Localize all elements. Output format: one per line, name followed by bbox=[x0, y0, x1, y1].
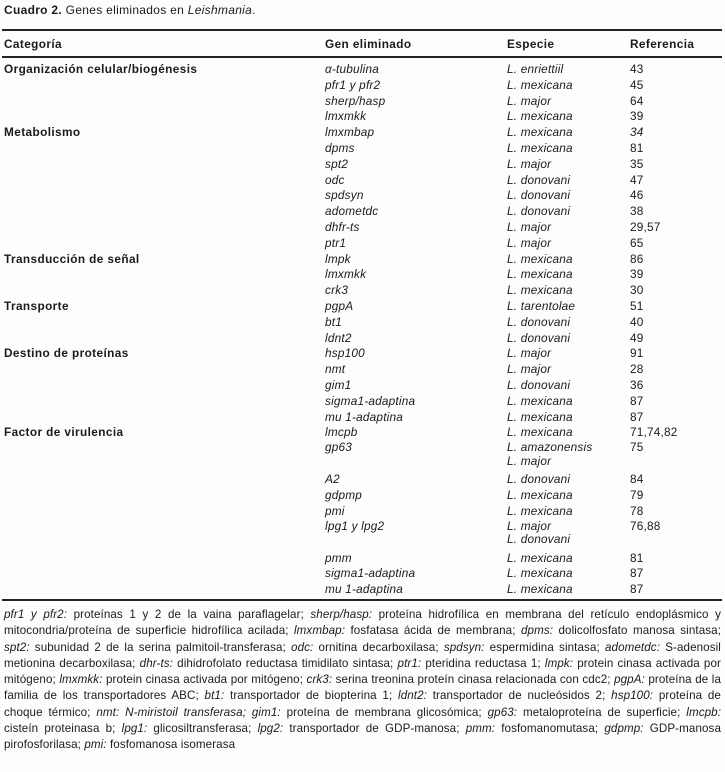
species-line: L. donovani bbox=[507, 472, 571, 487]
species-cell bbox=[507, 394, 630, 410]
table-bottom-rule bbox=[2, 599, 722, 601]
footnote-abbreviation: N-miristoil transferasa; bbox=[119, 705, 252, 719]
species-line: L. major bbox=[507, 93, 552, 108]
footnote-abbreviation: odc: bbox=[291, 640, 314, 654]
gene-cell: lmxmkk bbox=[325, 267, 367, 282]
footnote-abbreviation: pmm: bbox=[465, 722, 496, 736]
reference-cell: 38 bbox=[630, 204, 644, 219]
gene-cell: sherp/hasp bbox=[325, 93, 386, 108]
gene-cell: lmxmbap bbox=[325, 125, 375, 140]
column-header-categoria: Categoría bbox=[4, 37, 63, 51]
species-line: L. mexicana bbox=[507, 550, 573, 565]
reference-cell: 87 bbox=[630, 582, 644, 597]
species-line: L. mexicana bbox=[507, 393, 573, 408]
reference-cell: 29,57 bbox=[630, 219, 661, 234]
species-cell bbox=[507, 267, 630, 283]
footnote-abbreviation: spt2: bbox=[4, 640, 30, 654]
category-cell bbox=[4, 267, 325, 283]
reference-cell: 43 bbox=[630, 62, 644, 76]
species-cell bbox=[507, 346, 630, 362]
species-cell bbox=[507, 362, 630, 378]
footnote-definition: protein cinasa activada por mitógeno; bbox=[4, 656, 721, 687]
species-line: L. enriettiil bbox=[507, 62, 564, 76]
table-row bbox=[4, 504, 720, 520]
reference-cell: 30 bbox=[630, 283, 644, 298]
table-row bbox=[4, 331, 720, 347]
reference-cell: 75 bbox=[630, 440, 644, 455]
reference-cell: 87 bbox=[630, 409, 644, 424]
species-cell bbox=[507, 78, 630, 94]
species-cell bbox=[507, 582, 630, 598]
reference-cell: 45 bbox=[630, 77, 644, 92]
reference-cell: 35 bbox=[630, 156, 644, 171]
gene-cell: lpg1 y lpg2 bbox=[325, 518, 385, 533]
footnote-definition: metaloproteína de superficie; bbox=[517, 705, 687, 719]
species-cell bbox=[507, 472, 630, 488]
table-top-rule bbox=[2, 29, 722, 31]
species-cell bbox=[507, 315, 630, 331]
gene-cell: mu 1-adaptina bbox=[325, 582, 404, 597]
species-line: L. donovani bbox=[507, 377, 571, 392]
species-cell bbox=[507, 441, 630, 468]
footnote-abbreviation: ldnt2: bbox=[398, 689, 427, 703]
category-cell bbox=[4, 566, 325, 582]
table-row bbox=[4, 252, 720, 268]
reference-cell: 79 bbox=[630, 487, 644, 502]
reference-cell: 64 bbox=[630, 93, 644, 108]
category-cell bbox=[4, 488, 325, 504]
gene-cell: dhfr-ts bbox=[325, 219, 360, 234]
category-cell bbox=[4, 331, 325, 347]
footnote-abbreviation: gp63: bbox=[487, 705, 518, 719]
footnote-definition: espermidina sintasa; bbox=[484, 640, 605, 654]
footnote-abbreviation: hsp100: bbox=[611, 689, 654, 703]
footnote-abbreviation: ptr1: bbox=[397, 656, 422, 670]
species-cell bbox=[507, 62, 630, 78]
species-line: L. mexicana bbox=[507, 425, 573, 440]
species-cell bbox=[507, 236, 630, 252]
species-line: L. mexicana bbox=[507, 283, 573, 298]
footnote-text bbox=[4, 607, 721, 754]
table-row bbox=[4, 441, 720, 468]
category-cell bbox=[4, 173, 325, 189]
caption-number: Cuadro 2. bbox=[4, 3, 63, 17]
species-cell bbox=[507, 141, 630, 157]
gene-cell: sigma1-adaptina bbox=[325, 566, 416, 581]
reference-cell: 39 bbox=[630, 267, 644, 282]
category-cell bbox=[4, 204, 325, 220]
gene-cell: pmm bbox=[325, 550, 352, 565]
species-line: L. major bbox=[507, 346, 552, 361]
table-row bbox=[4, 425, 720, 441]
category-cell: Factor de virulencia bbox=[4, 425, 124, 440]
table-row bbox=[4, 315, 720, 331]
footnote-definition: transportador de nucleósidos 2; bbox=[426, 689, 612, 703]
gene-cell: adometdc bbox=[325, 204, 379, 219]
species-line: L. mexicana bbox=[507, 140, 573, 155]
footnote-abbreviation: gdpmp: bbox=[604, 722, 644, 736]
footnote-abbreviation: pgpA: bbox=[614, 673, 645, 687]
reference-cell: 49 bbox=[630, 330, 644, 345]
table-row bbox=[4, 362, 720, 378]
category-cell bbox=[4, 94, 325, 110]
reference-cell: 65 bbox=[630, 235, 644, 250]
category-cell bbox=[4, 78, 325, 94]
table-row bbox=[4, 94, 720, 110]
category-cell bbox=[4, 236, 325, 252]
footnote-definition: dolicolfosfato manosa sintasa; bbox=[553, 624, 722, 638]
table-row bbox=[4, 488, 720, 504]
species-cell bbox=[507, 94, 630, 110]
footnote-definition: transportador de biopterina 1; bbox=[224, 689, 399, 703]
footnote-definition: proteína hidrofílica en membrana del retículo endoplásmico y mitocondria/proteína de superficie hidrofílica acilada; bbox=[4, 608, 721, 638]
footnote-definition: fosfatasa ácida de membrana; bbox=[345, 624, 521, 638]
species-cell bbox=[507, 220, 630, 236]
table-row bbox=[4, 283, 720, 299]
species-cell bbox=[507, 551, 630, 567]
species-cell bbox=[507, 299, 630, 315]
column-header-especie: Especie bbox=[507, 37, 555, 51]
category-cell: Organización celular/biogénesis bbox=[4, 62, 198, 76]
reference-cell: 76,88 bbox=[630, 518, 661, 533]
column-header-gen-eliminado: Gen eliminado bbox=[325, 37, 412, 51]
species-cell bbox=[507, 504, 630, 520]
category-cell bbox=[4, 582, 325, 598]
category-cell bbox=[4, 410, 325, 426]
reference-cell: 47 bbox=[630, 172, 644, 187]
table-row bbox=[4, 394, 720, 410]
species-line: L. donovani bbox=[507, 172, 571, 187]
table-header-row bbox=[4, 37, 720, 51]
reference-cell: 39 bbox=[630, 109, 644, 124]
footnote-definition: dihidrofolato reductasa timidilato sintasa; bbox=[173, 656, 398, 670]
gene-cell: sigma1-adaptina bbox=[325, 393, 416, 408]
species-cell bbox=[507, 125, 630, 141]
footnote-definition: proteína de la familia de los transportadores ABC; bbox=[4, 673, 722, 703]
table-rows bbox=[4, 62, 720, 598]
category-cell bbox=[4, 520, 325, 547]
species-cell bbox=[507, 378, 630, 394]
gene-cell: lmpk bbox=[325, 251, 351, 266]
footnote-definition: fosfomanosa isomerasa bbox=[106, 738, 236, 752]
gene-cell: lmcpb bbox=[325, 425, 358, 440]
table-row bbox=[4, 267, 720, 283]
species-cell bbox=[507, 410, 630, 426]
species-line: L. mexicana bbox=[507, 267, 573, 282]
species-line: L. amazonensis bbox=[507, 440, 593, 455]
category-cell: Destino de proteínas bbox=[4, 346, 129, 361]
species-line: L. major bbox=[507, 362, 552, 377]
footnote-definition: serina treonina proteín cinasa relacionada con cdc2; bbox=[332, 673, 615, 687]
category-cell bbox=[4, 220, 325, 236]
gene-cell: ldnt2 bbox=[325, 330, 352, 345]
caption-period: . bbox=[252, 3, 256, 17]
table-row bbox=[4, 220, 720, 236]
species-line: L. donovani bbox=[507, 188, 571, 203]
species-cell bbox=[507, 488, 630, 504]
table-row bbox=[4, 346, 720, 362]
species-cell bbox=[507, 566, 630, 582]
species-line: L. mexicana bbox=[507, 77, 573, 92]
species-line: L. mexicana bbox=[507, 503, 573, 518]
footnote-abbreviation: gim1: bbox=[251, 705, 281, 719]
gene-cell: gdpmp bbox=[325, 487, 363, 502]
species-cell bbox=[507, 283, 630, 299]
footnote-definition: proteína de choque térmico; bbox=[4, 689, 721, 719]
reference-cell: 84 bbox=[630, 472, 644, 487]
category-cell bbox=[4, 141, 325, 157]
footnote-abbreviation: pmi: bbox=[84, 738, 107, 752]
category-cell: Transporte bbox=[4, 298, 69, 313]
footnote-definition: fosfomanomutasa; bbox=[495, 722, 605, 736]
category-cell bbox=[4, 188, 325, 204]
table-row bbox=[4, 236, 720, 252]
footnote-definition: pteridina reductasa 1; bbox=[421, 656, 545, 670]
gene-cell: odc bbox=[325, 172, 345, 187]
category-cell: Transducción de señal bbox=[4, 251, 140, 266]
table-row bbox=[4, 62, 720, 78]
category-cell bbox=[4, 362, 325, 378]
species-line: L. mexicana bbox=[507, 566, 573, 581]
footnote-abbreviation: adometdc: bbox=[604, 640, 661, 654]
reference-cell: 86 bbox=[630, 251, 644, 266]
reference-cell: 87 bbox=[630, 393, 644, 408]
species-line: L. major bbox=[507, 235, 552, 250]
table-row bbox=[4, 566, 720, 582]
species-cell bbox=[507, 157, 630, 173]
species-line: L. donovani bbox=[507, 314, 571, 329]
gene-cell: mu 1-adaptina bbox=[325, 409, 404, 424]
species-line: L. major bbox=[507, 453, 552, 468]
footnote-abbreviation: lmcpb: bbox=[686, 705, 722, 719]
species-line: L. mexicana bbox=[507, 582, 573, 597]
reference-cell: 81 bbox=[630, 140, 644, 155]
footnote-abbreviation: spdsyn: bbox=[443, 640, 485, 654]
footnote-definition: proteínas 1 y 2 de la vaina paraflagelar; bbox=[67, 608, 311, 621]
species-cell bbox=[507, 109, 630, 125]
caption-text: Genes eliminados en bbox=[62, 3, 188, 17]
footnote-abbreviation: nmt: bbox=[96, 705, 120, 719]
gene-cell: pfr1 y pfr2 bbox=[325, 77, 381, 92]
reference-cell: 34 bbox=[630, 125, 644, 140]
gene-cell: dpms bbox=[325, 140, 355, 155]
species-cell bbox=[507, 188, 630, 204]
table-header-rule bbox=[2, 56, 722, 58]
category-cell bbox=[4, 551, 325, 567]
category-cell bbox=[4, 441, 325, 468]
species-cell bbox=[507, 252, 630, 268]
table-row bbox=[4, 204, 720, 220]
species-line: L. mexicana bbox=[507, 409, 573, 424]
reference-cell: 40 bbox=[630, 314, 644, 329]
footnote-abbreviation: crk3: bbox=[306, 673, 333, 687]
table-row bbox=[4, 582, 720, 598]
footnote-definition: ornitina decarboxilasa; bbox=[313, 640, 444, 654]
reference-cell: 71,74,82 bbox=[630, 425, 678, 440]
gene-cell: pmi bbox=[325, 503, 345, 518]
table-row bbox=[4, 188, 720, 204]
table-row bbox=[4, 125, 720, 141]
reference-cell: 36 bbox=[630, 377, 644, 392]
category-cell bbox=[4, 394, 325, 410]
footnote-definition: subunidad 2 de la serina palmitoil-transferasa; bbox=[29, 640, 292, 654]
species-line: L. tarentolae bbox=[507, 298, 576, 313]
category-cell bbox=[4, 315, 325, 331]
footnote-abbreviation: lpg2: bbox=[257, 722, 284, 736]
species-cell bbox=[507, 173, 630, 189]
species-line: L. donovani bbox=[507, 204, 571, 219]
gene-cell: gim1 bbox=[325, 377, 352, 392]
footnote-abbreviation: bt1: bbox=[204, 689, 225, 703]
footnote-definition: transportador de GDP-manosa; bbox=[283, 722, 466, 736]
species-cell bbox=[507, 520, 630, 547]
species-line: L. mexicana bbox=[507, 109, 573, 124]
reference-cell: 46 bbox=[630, 188, 644, 203]
category-cell bbox=[4, 472, 325, 488]
column-header-referencia: Referencia bbox=[630, 37, 695, 51]
footnote-abbreviation: dpms: bbox=[520, 624, 554, 638]
caption-species: Leishmania bbox=[187, 3, 253, 17]
gene-cell: ptr1 bbox=[325, 235, 347, 250]
gene-cell: A2 bbox=[325, 472, 340, 487]
species-cell bbox=[507, 331, 630, 347]
footnote-abbreviation: lpg1: bbox=[121, 722, 148, 736]
gene-cell: crk3 bbox=[325, 283, 349, 298]
species-line: L. major bbox=[507, 219, 552, 234]
gene-cell: α-tubulina bbox=[325, 62, 379, 76]
footnote-definition: S-adenosil metionina decarboxilasa; bbox=[4, 640, 721, 670]
table-row bbox=[4, 141, 720, 157]
footnote-abbreviation: sherp/hasp: bbox=[310, 608, 373, 621]
table-row bbox=[4, 520, 720, 547]
gene-cell: gp63 bbox=[325, 440, 353, 455]
reference-cell: 91 bbox=[630, 346, 644, 361]
species-line: L. major bbox=[507, 156, 552, 171]
table-row bbox=[4, 410, 720, 426]
table-caption bbox=[4, 3, 256, 17]
footnote-definition: cisteín proteinasa b; bbox=[4, 722, 122, 736]
reference-cell: 51 bbox=[630, 298, 644, 313]
table-row bbox=[4, 173, 720, 189]
footnote-abbreviation: pfr1 y pfr2: bbox=[4, 608, 68, 621]
category-cell bbox=[4, 378, 325, 394]
gene-cell: pgpA bbox=[325, 298, 354, 313]
table-row bbox=[4, 472, 720, 488]
footnote-abbreviation: dhr-ts: bbox=[139, 656, 173, 670]
species-line: L. donovani bbox=[507, 330, 571, 345]
species-line: L. mexicana bbox=[507, 125, 573, 140]
footnote-abbreviation: lmpk: bbox=[544, 656, 574, 670]
gene-cell: spdsyn bbox=[325, 188, 364, 203]
table-row bbox=[4, 78, 720, 94]
species-cell bbox=[507, 204, 630, 220]
category-cell bbox=[4, 504, 325, 520]
species-line: L. donovani bbox=[507, 532, 571, 547]
footnote-abbreviation: lmxmbap: bbox=[294, 624, 346, 638]
species-line: L. mexicana bbox=[507, 251, 573, 266]
category-cell: Metabolismo bbox=[4, 125, 81, 140]
reference-cell: 87 bbox=[630, 566, 644, 581]
gene-cell: spt2 bbox=[325, 156, 349, 171]
footnote-definition: proteína de membrana glicosómica; bbox=[280, 705, 488, 719]
category-cell bbox=[4, 157, 325, 173]
gene-cell: hsp100 bbox=[325, 346, 365, 361]
gene-cell: bt1 bbox=[325, 314, 342, 329]
footnote-abbreviation: lmxmkk: bbox=[59, 673, 103, 687]
reference-cell: 28 bbox=[630, 362, 644, 377]
table-row bbox=[4, 378, 720, 394]
footnote-definition: protein cinasa activada por mitógeno; bbox=[102, 673, 307, 687]
footnote-definition: glicosiltransferasa; bbox=[147, 722, 258, 736]
species-line: L. major bbox=[507, 518, 552, 533]
reference-cell: 78 bbox=[630, 503, 644, 518]
reference-cell: 81 bbox=[630, 550, 644, 565]
footnote-definition: GDP-manosa pirofosforilasa; bbox=[4, 722, 721, 752]
table-row bbox=[4, 109, 720, 125]
table-row bbox=[4, 299, 720, 315]
gene-cell: nmt bbox=[325, 362, 346, 377]
gene-cell: lmxmkk bbox=[325, 109, 367, 124]
category-cell bbox=[4, 109, 325, 125]
species-cell bbox=[507, 425, 630, 441]
category-cell bbox=[4, 283, 325, 299]
table-row bbox=[4, 157, 720, 173]
species-line: L. mexicana bbox=[507, 487, 573, 502]
table-row bbox=[4, 551, 720, 567]
